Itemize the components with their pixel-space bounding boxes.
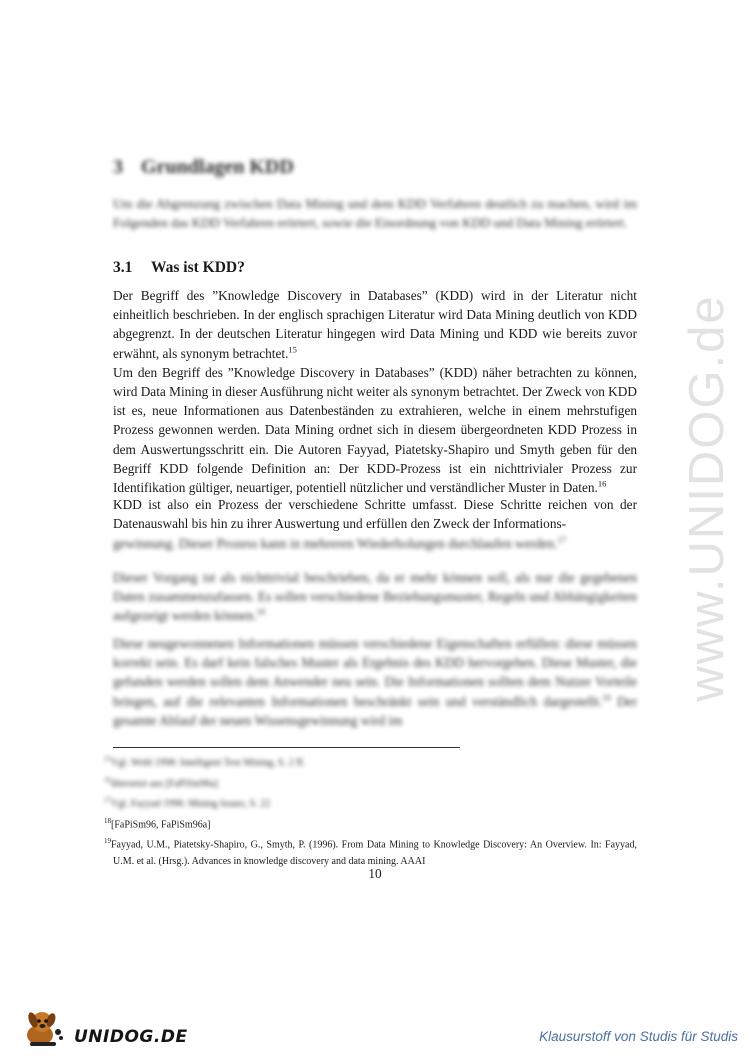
footnote-ref: 18 bbox=[256, 606, 266, 617]
paragraph-kdd-process bbox=[113, 495, 637, 533]
paragraph-text: Der Begriff des ”Knowledge Discovery in Databases” (KDD) wird in der Literatur nicht einheitlich beschrieben. In der englisch sprachigen Literatur wird Data Mining deutlich von KDD abgegrenzt. In der deutschen Literatur hingegen wird Data Mining und KDD wie bereits zuvor erwähnt, als synonym betrachtet. bbox=[113, 288, 637, 361]
footnote-text: übersetzt aus [FaPiSm96a] bbox=[111, 777, 219, 789]
footnote-number: 18 bbox=[104, 816, 111, 825]
footnote-ref: 17 bbox=[557, 534, 567, 545]
unidog-logo[interactable] bbox=[20, 1008, 220, 1048]
section-heading bbox=[113, 259, 245, 277]
footnote-text: Vgl. Wohl 1998: Intelligent Text Mining, S. 2 ff. bbox=[111, 757, 306, 769]
footnotes bbox=[104, 751, 637, 870]
chapter-heading bbox=[113, 156, 294, 179]
footnote-ref: 19 bbox=[602, 692, 611, 703]
footnote-15 bbox=[104, 751, 637, 772]
dog-mascot-icon bbox=[20, 1008, 64, 1048]
footnote-19 bbox=[104, 833, 637, 870]
footnote-rule bbox=[113, 747, 460, 748]
chapter-number: 3 bbox=[113, 156, 123, 178]
paragraph-text: Um den Begriff des ”Knowledge Discovery in Databases” (KDD) näher betrachten zu können, wird Data Mining in dieser Ausführung nicht weiter als synonym betrachtet. Der Zweck von KDD ist es, neue Informationen aus Datenbeständen zu extrahieren, welche in einem mehrstufigen Prozess gewonnen werden. Data Mining ordnet sich in diesem übergeordneten KDD Prozess in dem Auswertungsschritt ein. Die Autoren Fayyad, Piatetsky-Shapiro und Smyth geben für den Begriff KDD folgende Definition an: Der KDD-Prozess ist ein nichttrivialer Prozess zur Identifikation gültiger, neuartiger, potentiell nützlicher und verständlicher Muster in Daten. bbox=[113, 364, 637, 496]
tagline: Klausurstoff von Studis für Studis bbox=[539, 1029, 738, 1044]
page-number: 10 bbox=[368, 866, 382, 881]
footnote-number: 15 bbox=[104, 755, 111, 763]
chapter-title: Grundlagen KDD bbox=[141, 156, 294, 178]
paragraph-text: KDD ist also ein Prozess der verschiedene Schritte umfasst. Diese Schritte reichen von der Datenauswahl bis hin zu ihrer Auswertung und erfüllen den Zweck der Informations- bbox=[113, 497, 637, 532]
footnote-text: [FaPiSm96, FaPiSm96a] bbox=[111, 818, 211, 830]
footnote-number: 16 bbox=[104, 775, 111, 784]
section-number: 3.1 bbox=[113, 259, 133, 276]
footnote-number: 17 bbox=[104, 796, 111, 805]
logo-text: UNIDOG.DE bbox=[74, 1027, 188, 1047]
chapter-intro: Um die Abgrenzung zwischen Data Mining und dem KDD Verfahren deutlich zu machen, wird im Folgenden das KDD Verfahren erörtert, sowie die Einordnung von KDD und Data Mining erörtert. bbox=[113, 196, 637, 230]
paragraph-properties bbox=[113, 634, 637, 730]
paragraph-kdd-process-blurred bbox=[113, 534, 637, 553]
paragraph-kdd-definition bbox=[113, 286, 637, 497]
section-title: Was ist KDD? bbox=[151, 259, 245, 276]
paragraph-text: Der gesamte Ablauf der neuen Wissensgewinnung wird im bbox=[113, 693, 637, 728]
footnote-17 bbox=[104, 792, 637, 813]
footnote-ref: 15 bbox=[288, 344, 297, 355]
paragraph-text: gewinnung. Dieser Prozess kann in mehreren Wiederholungen durchlaufen werden. bbox=[113, 536, 558, 551]
footnote-text: Fayyad, U.M., Piatetsky-Shapiro, G., Smyth, P. (1996). From Data Mining to Knowledge Discovery: An Overview. In: Fayyad, U.M. et al. (Hrsg.). Advances in knowledge discovery and data mining. AAAI bbox=[111, 839, 637, 867]
footnote-18 bbox=[104, 813, 637, 834]
paragraph-text: Diese neugewonnenen Informationen müssen verschiedene Eigenschaften erfüllen: diese müssen korrekt sein. Es darf kein falsches Muster als Ergebnis des KDD hervorgehen. Diese Muster, die gefunden werden sollen dem Anwender neu sein. Die Informationen sollten dem Nutzer Vorteile bringen, auf die relevanten Informationen beschränkt sein und verständlich dargestellt. bbox=[113, 636, 637, 709]
paragraph-nontrivial bbox=[113, 568, 637, 626]
watermark-text: www.UNIDOG.de bbox=[680, 294, 734, 702]
footnote-ref: 16 bbox=[597, 478, 607, 489]
footnote-number: 19 bbox=[104, 837, 111, 846]
paragraph-text: Dieser Vorgang ist als nichttrivial beschrieben, da er mehr können soll, als nur die gegebenen Daten zusammenzufassen. Es sollen verschiedene Beziehungsmuster, Regeln und Abhängigkeiten aufgezeigt werden können. bbox=[113, 570, 637, 624]
footnote-text: Vgl. Fayyad 1996: Mining Issues, S. 22 bbox=[111, 798, 271, 810]
footnote-16 bbox=[104, 772, 637, 793]
